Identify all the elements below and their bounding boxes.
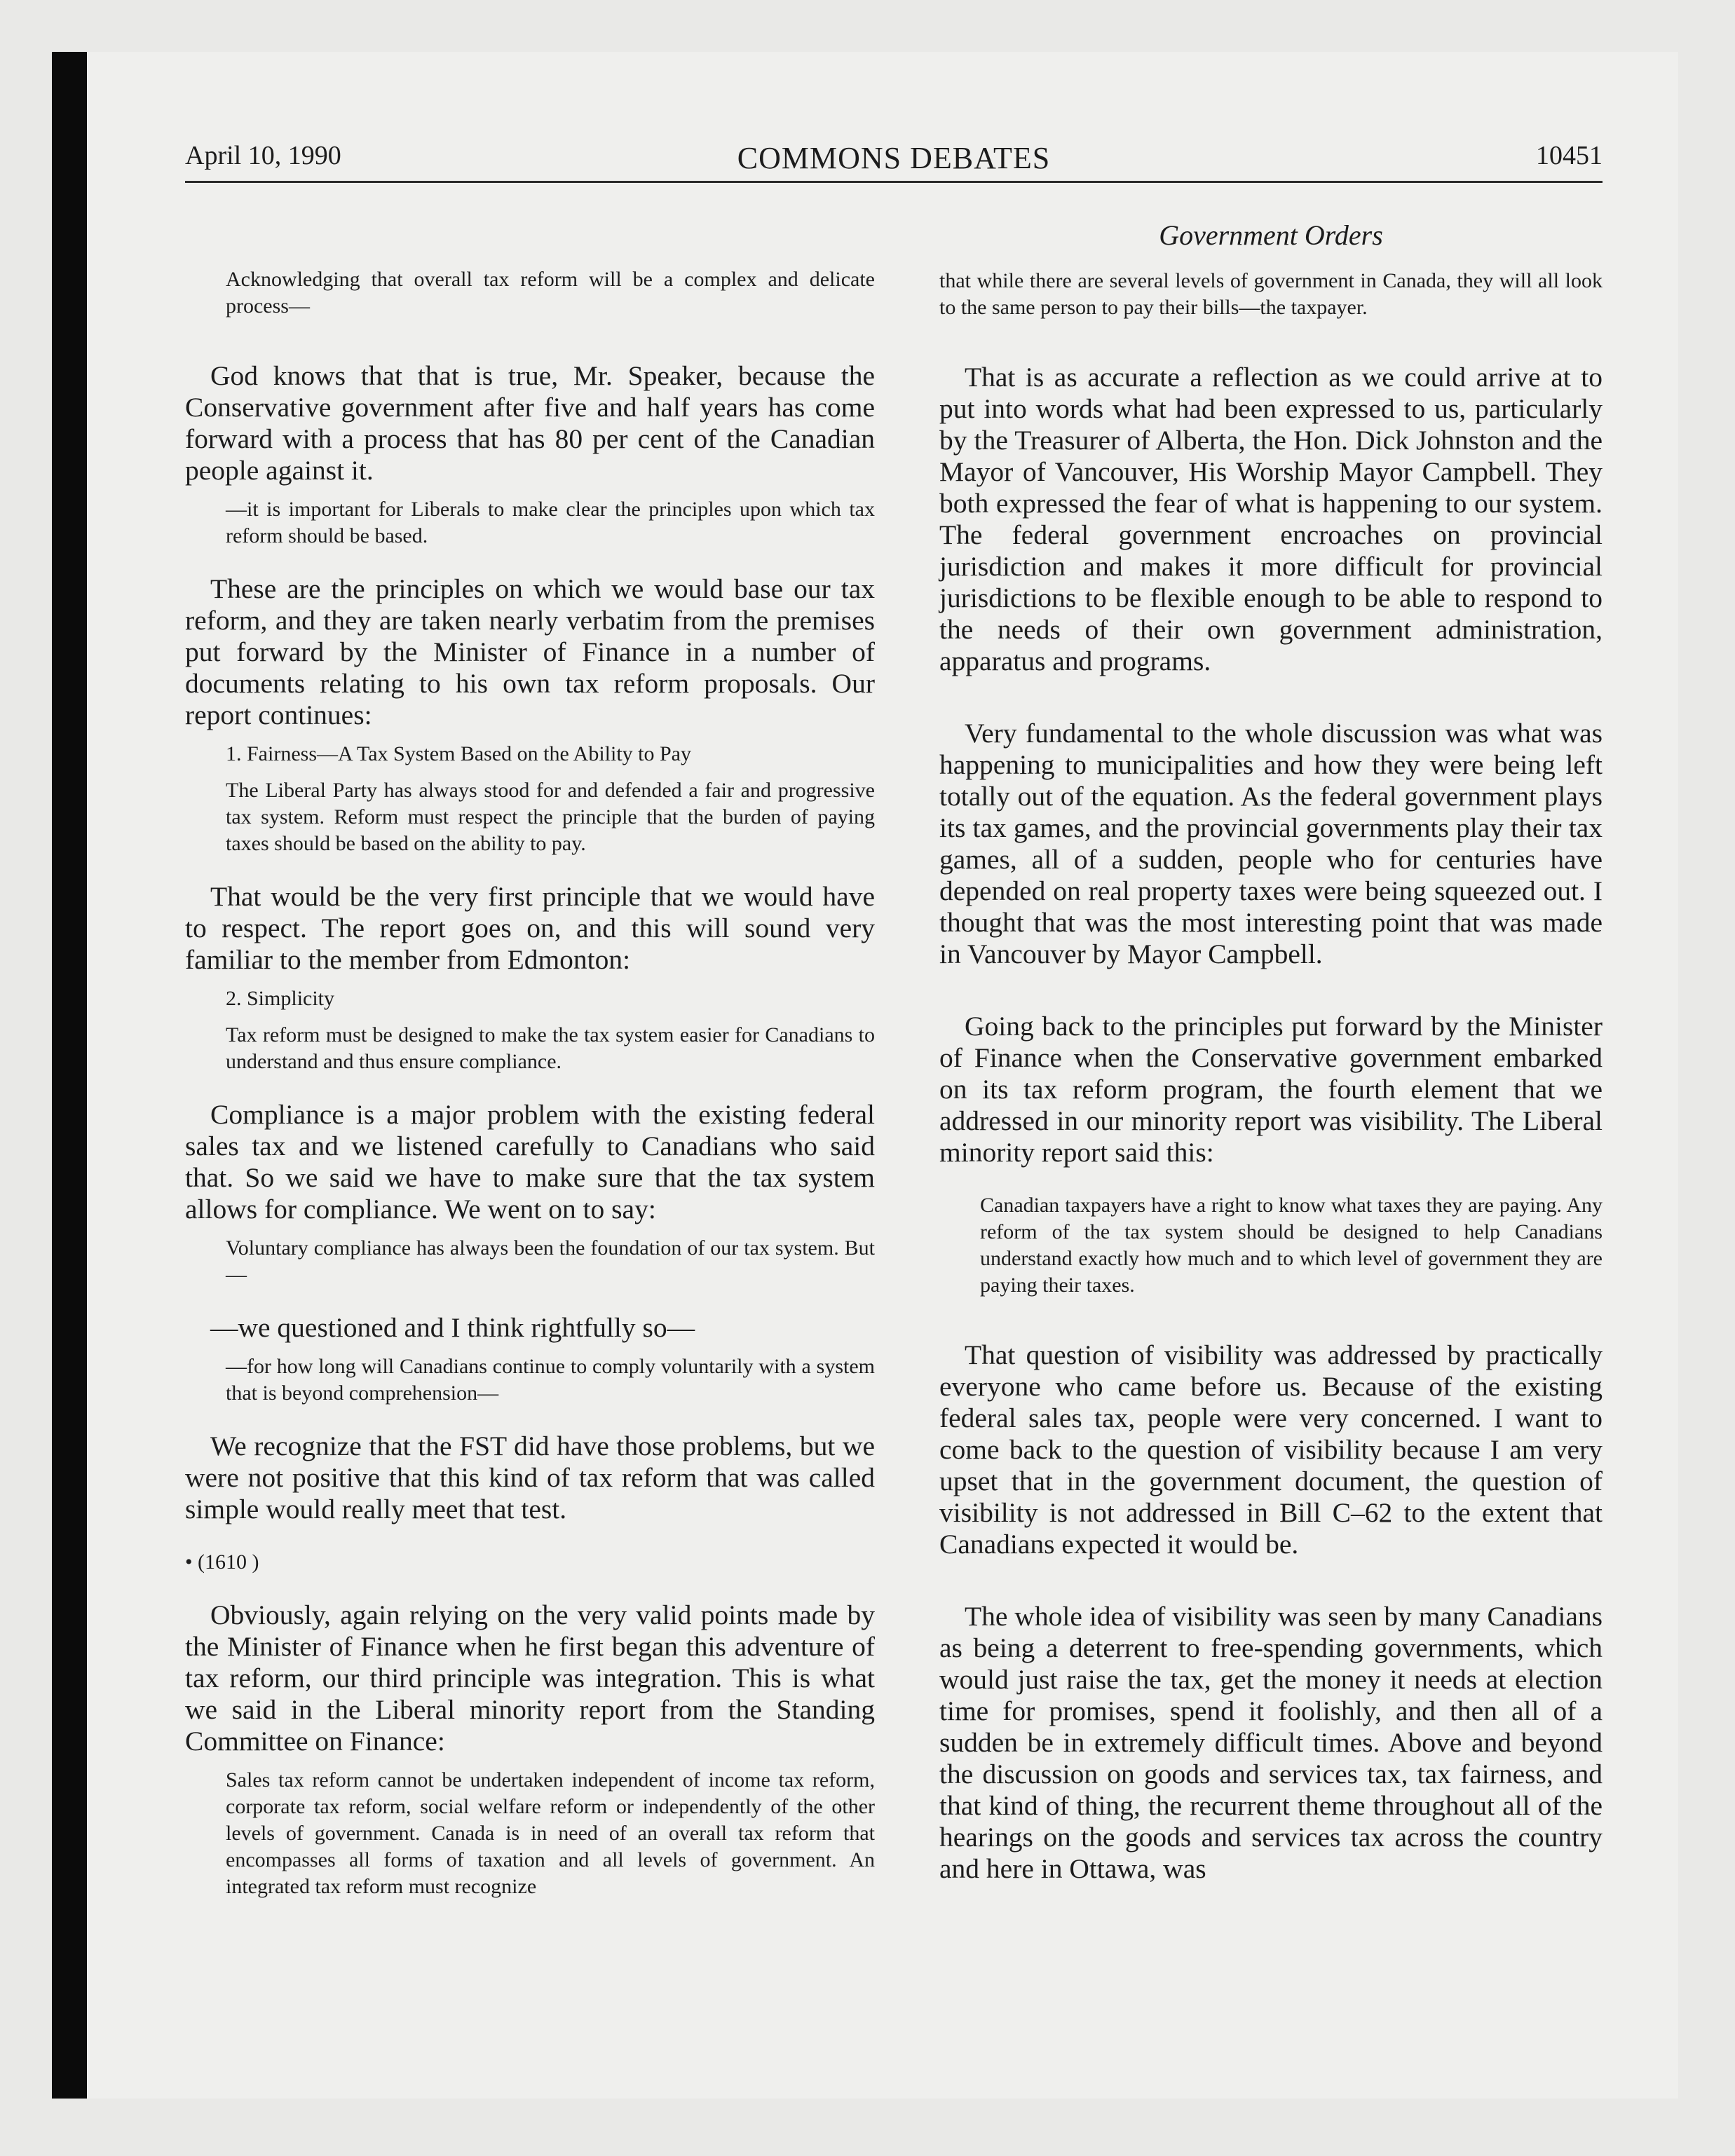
quote-paragraph: Tax reform must be designed to make the tax system easier for Canadians to understand and thus ensure compliance. (226, 1023, 875, 1073)
scan-edge (52, 52, 87, 2099)
body-paragraph: These are the principles on which we would base our tax reform, and they are taken nearly verbatim from the premises put forward by the Minister of Finance in a number of documents relating to his own tax reform proposals. Our report continues: (185, 573, 875, 730)
quote-paragraph: that while there are several levels of government in Canada, they will all look to the same person to pay their bills—the taxpayer. (939, 269, 1603, 319)
body-paragraph: God knows that that is true, Mr. Speaker, because the Conservative government after five and half years has come forward with a process that has 80 per cent of the Canadian people against it. (185, 360, 875, 486)
body-paragraph: The whole idea of visibility was seen by many Canadians as being a deterrent to free-spending governments, which would just raise the tax, get the money it needs at election time for promises, spend it foolishly, and then all of a sudden be in extremely difficult times. Above and beyond the discussion on goods and services tax, tax fairness, and that kind of thing, the recurrent theme throughout all of the hearings on the goods and services tax across the country and here in Ottawa, was (939, 1601, 1603, 1884)
body-paragraph: We recognize that the FST did have those problems, but we were not positive that this kind of tax reform that was called simple would really meet that test. (185, 1431, 875, 1524)
header-rule (185, 181, 1603, 183)
principle-heading: 2. Simplicity (226, 987, 335, 1010)
quote-paragraph: —for how long will Canadians continue to comply voluntarily with a system that is beyond comprehension— (226, 1355, 875, 1405)
left-column (185, 266, 875, 1900)
right-column (939, 268, 1603, 1885)
quote-paragraph: Sales tax reform cannot be undertaken independent of income tax reform, corporate tax reform, social welfare reform or independently of the other levels of government. Canada is in need of an overall tax reform that encompasses all forms of taxation and all levels of government. An integrated tax reform must recognize (226, 1768, 875, 1898)
body-paragraph: —we questioned and I think rightfully so— (210, 1312, 695, 1343)
quote-paragraph: Voluntary compliance has always been the foundation of our tax system. But— (226, 1236, 875, 1286)
body-paragraph: Very fundamental to the whole discussion was what was happening to municipalities and how they were being left totally out of the equation. As the federal government plays its tax games, and the provincial governments play their tax games, all of a sudden, people who for centuries have depended on real property taxes were being squeezed out. I thought that was the most interesting point that was made in Vancouver by Mayor Campbell. (939, 718, 1603, 969)
quote-paragraph: The Liberal Party has always stood for and defended a fair and progressive tax system. Reform must respect the principle that the burden of paying taxes should be based on the ability to pay. (226, 779, 875, 855)
body-paragraph: That question of visibility was addressed by practically everyone who came before us. Because of the existing federal sales tax, people were very concerned. I want to come back to the question of visibility because I am very upset that in the government document, the question of visibility is not addressed in Bill C–62 to the extent that Canadians expected it would be. (939, 1339, 1603, 1560)
page-header (185, 140, 1603, 182)
time-marker: • (1610 ) (185, 1550, 259, 1574)
body-paragraph: Compliance is a major problem with the existing federal sales tax and we listened carefully to Canadians who said that. So we said we have to make sure that the tax system allows for compliance. We went on to say: (185, 1099, 875, 1224)
quote-paragraph: Acknowledging that overall tax reform will be a complex and delicate process— (226, 268, 875, 318)
header-title: COMMONS DEBATES (737, 141, 1051, 175)
body-paragraph: That is as accurate a reflection as we could arrive at to put into words what had been expressed to us, particularly by the Treasurer of Alberta, the Hon. Dick Johnston and the Mayor of Vancouver, His Worship Mayor Campbell. They both expressed the fear of what is happening to our system. The federal government encroaches on provincial jurisdiction and makes it more difficult for provincial jurisdictions to be flexible enough to be able to respond to the needs of their own government administration, apparatus and programs. (939, 362, 1603, 676)
quote-paragraph: —it is important for Liberals to make clear the principles upon which tax reform should be based. (226, 498, 875, 547)
body-paragraph: That would be the very first principle that we would have to respect. The report goes on, and this will sound very familiar to the member from Edmonton: (185, 881, 875, 975)
section-title: Government Orders (1159, 219, 1383, 251)
quote-paragraph: Canadian taxpayers have a right to know what taxes they are paying. Any reform of the tax system should be designed to help Canadians understand exactly how much and to which level of government they are paying their taxes. (980, 1194, 1603, 1297)
principle-heading: 1. Fairness—A Tax System Based on the Ability to Pay (226, 742, 691, 765)
body-paragraph: Going back to the principles put forward by the Minister of Finance when the Conservative government embarked on its tax reform program, the fourth element that we addressed in our minority report was visibility. The Liberal minority report said this: (939, 1011, 1603, 1168)
body-paragraph: Obviously, again relying on the very valid points made by the Minister of Finance when he first began this adventure of tax reform, our third principle was integration. This is what we said in the Liberal minority report from the Standing Committee on Finance: (185, 1599, 875, 1756)
header-date: April 10, 1990 (185, 141, 341, 170)
header-page-number: 10451 (1536, 141, 1603, 170)
